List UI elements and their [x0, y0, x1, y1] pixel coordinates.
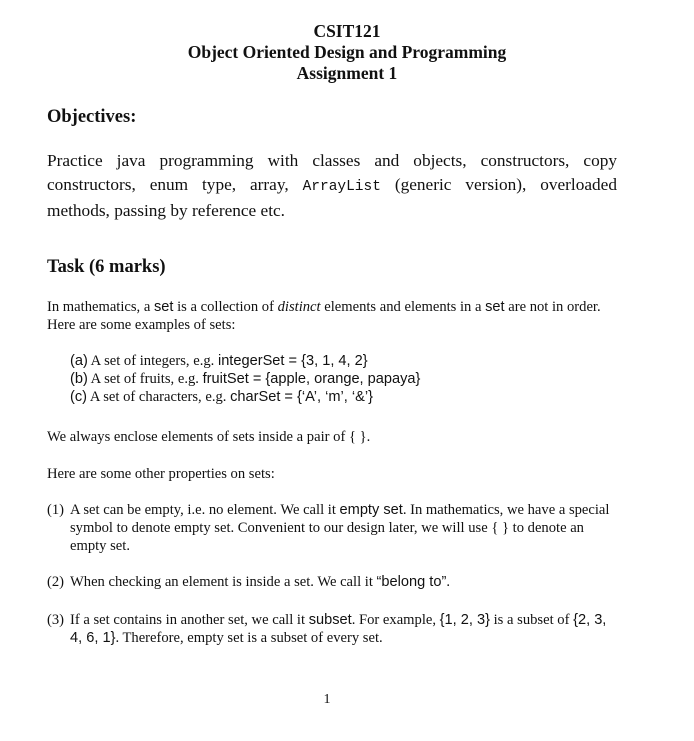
enclose-note: We always enclose elements of sets inside a pair of { }. [47, 429, 371, 445]
property-item: (1) A set can be empty, i.e. no element. We call it empty set. In mathematics, we have a special symbol to denote empty set. Convenient to our design later, we will use { } to denote an empty set. [47, 502, 610, 554]
property-item: (3) If a set contains in another set, we call it subset. For example, {1, 2, 3} is a subset of {2, 3, 4, 6, 1}. Therefore, empty set is a subset of every set. [47, 612, 607, 646]
task-heading: Task (6 marks) [47, 257, 166, 277]
list-item: (b) A set of fruits, e.g. fruitSet = {apple, orange, papaya} [70, 371, 421, 387]
objectives-heading: Objectives: [47, 107, 137, 127]
list-item: (c) A set of characters, e.g. charSet = {‘A’, ‘m’, ‘&’} [70, 389, 373, 405]
page-number: 1 [323, 692, 331, 707]
task-intro: In mathematics, a set is a collection of distinct elements and elements in a set are not in order. Here are some examples of sets: [47, 299, 601, 333]
course-code: CSIT121 [313, 21, 381, 41]
property-item: (2) When checking an element is inside a set. We call it “belong to”. [47, 574, 450, 590]
list-item: (a) A set of integers, e.g. integerSet = {3, 1, 4, 2} [70, 353, 368, 369]
assignment-title: Assignment 1 [296, 63, 398, 83]
arraylist-code: ArrayList [302, 178, 381, 195]
objectives-text: Practice java programming with classes and objects, constructors, copy constructors, enum type, array, ArrayList (generic version), overloaded methods, passing by reference etc. [47, 151, 617, 220]
course-title: Object Oriented Design and Programming [187, 42, 507, 62]
examples-list [70, 352, 630, 406]
properties-intro: Here are some other properties on sets: [47, 466, 275, 482]
